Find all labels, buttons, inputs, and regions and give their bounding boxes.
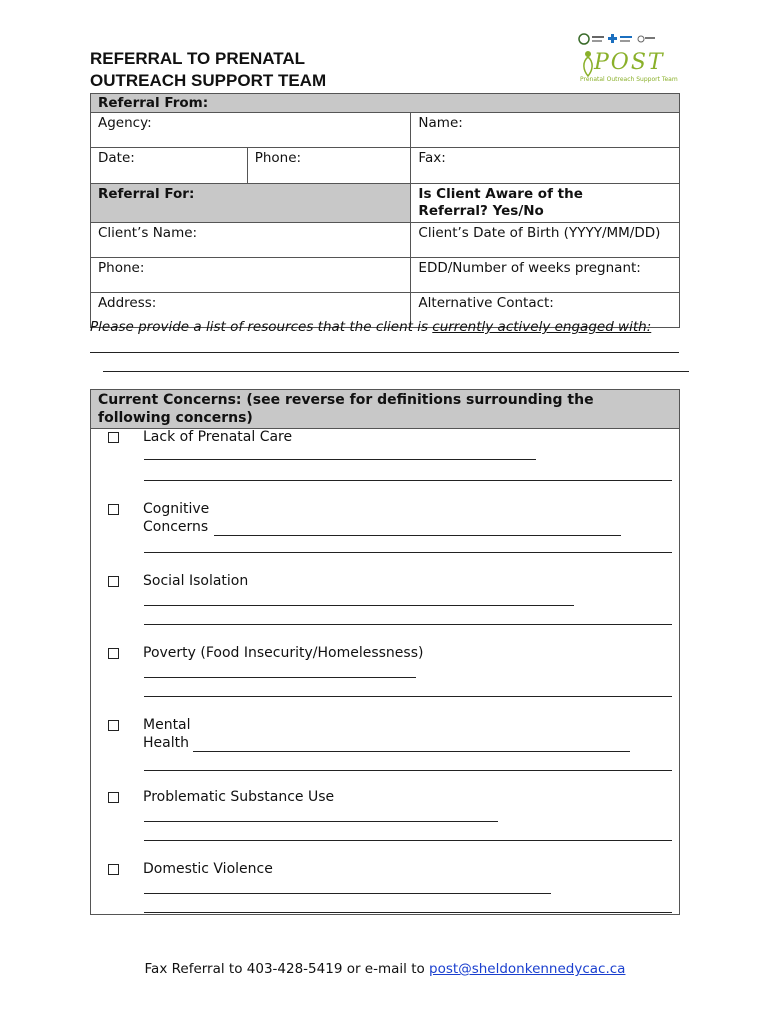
concern-checkbox[interactable] <box>108 504 119 515</box>
concern-checkbox[interactable] <box>108 432 119 443</box>
concern-line[interactable] <box>144 893 551 894</box>
client-aware-line-1: Is Client Aware of the <box>418 186 583 202</box>
date-field[interactable]: Date: <box>91 148 248 184</box>
client-phone-field[interactable]: Phone: <box>91 258 411 293</box>
concern-line[interactable] <box>144 480 672 481</box>
concerns-heading <box>91 390 679 429</box>
concern-label: Poverty (Food Insecurity/Homelessness) <box>143 645 424 661</box>
client-aware-line-2: Referral? Yes/No <box>418 203 544 219</box>
page-title <box>90 48 326 92</box>
resources-line-2[interactable] <box>103 371 689 372</box>
title-line-1: REFERRAL TO PRENATAL <box>90 49 306 68</box>
post-logo-text: POST <box>594 50 665 75</box>
referrer-name-field[interactable]: Name: <box>411 113 680 148</box>
concern-checkbox[interactable] <box>108 792 119 803</box>
referral-for-heading: Referral For: <box>91 184 411 223</box>
referral-from-heading: Referral From: <box>91 94 680 113</box>
title-line-2: OUTREACH SUPPORT TEAM <box>90 71 327 90</box>
concern-checkbox[interactable] <box>108 864 119 875</box>
concerns-heading-line-2: following concerns) <box>98 410 253 426</box>
client-aware-field[interactable] <box>411 184 680 223</box>
concern-label: Problematic Substance Use <box>143 789 335 805</box>
concern-line[interactable] <box>144 840 672 841</box>
concern-line[interactable] <box>144 696 672 697</box>
concern-line[interactable] <box>144 552 672 553</box>
concern-checkbox[interactable] <box>108 720 119 731</box>
concern-line[interactable] <box>193 751 630 752</box>
resources-prompt-underlined: currently actively engaged with: <box>432 319 652 335</box>
concerns-heading-line-1: Current Concerns: (see reverse for definitions surrounding the <box>98 392 594 408</box>
partner-logos <box>574 30 678 90</box>
concern-line[interactable] <box>144 821 498 822</box>
concern-line[interactable] <box>144 912 672 913</box>
referral-table <box>90 93 680 328</box>
footer-text: Fax Referral to 403-428-5419 or e-mail to <box>144 961 430 977</box>
concern-line[interactable] <box>144 459 536 460</box>
concern-label: Mental <box>143 717 191 733</box>
footer <box>0 961 770 977</box>
post-logo-subtitle: Prenatal Outreach Support Team <box>580 76 678 83</box>
current-concerns-box <box>90 389 680 915</box>
concern-line[interactable] <box>144 677 416 678</box>
resources-prompt-text: Please provide a list of resources that the client is <box>90 319 433 335</box>
edd-field[interactable]: EDD/Number of weeks pregnant: <box>411 258 680 293</box>
partner-logo-icons <box>574 30 674 50</box>
client-name-field[interactable]: Client’s Name: <box>91 223 411 258</box>
address-field[interactable]: Address: <box>91 293 411 328</box>
agency-field[interactable]: Agency: <box>91 113 411 148</box>
alternative-contact-field[interactable]: Alternative Contact: <box>411 293 680 328</box>
concern-line[interactable] <box>214 535 621 536</box>
email-link[interactable]: post@sheldonkennedycac.ca <box>429 961 626 977</box>
concern-label-cont: Health <box>143 735 189 751</box>
concern-label: Lack of Prenatal Care <box>143 429 293 445</box>
resources-prompt <box>90 319 651 335</box>
concern-line[interactable] <box>144 624 672 625</box>
concern-label: Social Isolation <box>143 573 249 589</box>
concern-label-cont: Concerns <box>143 519 209 535</box>
concern-line[interactable] <box>144 770 672 771</box>
concern-checkbox[interactable] <box>108 576 119 587</box>
resources-line-1[interactable] <box>90 352 679 353</box>
concern-label: Domestic Violence <box>143 861 273 877</box>
fax-field[interactable]: Fax: <box>411 148 680 184</box>
concern-label: Cognitive <box>143 501 210 517</box>
concern-checkbox[interactable] <box>108 648 119 659</box>
concern-line[interactable] <box>144 605 574 606</box>
referrer-phone-field[interactable]: Phone: <box>247 148 411 184</box>
client-dob-field[interactable]: Client’s Date of Birth (YYYY/MM/DD) <box>411 223 680 258</box>
